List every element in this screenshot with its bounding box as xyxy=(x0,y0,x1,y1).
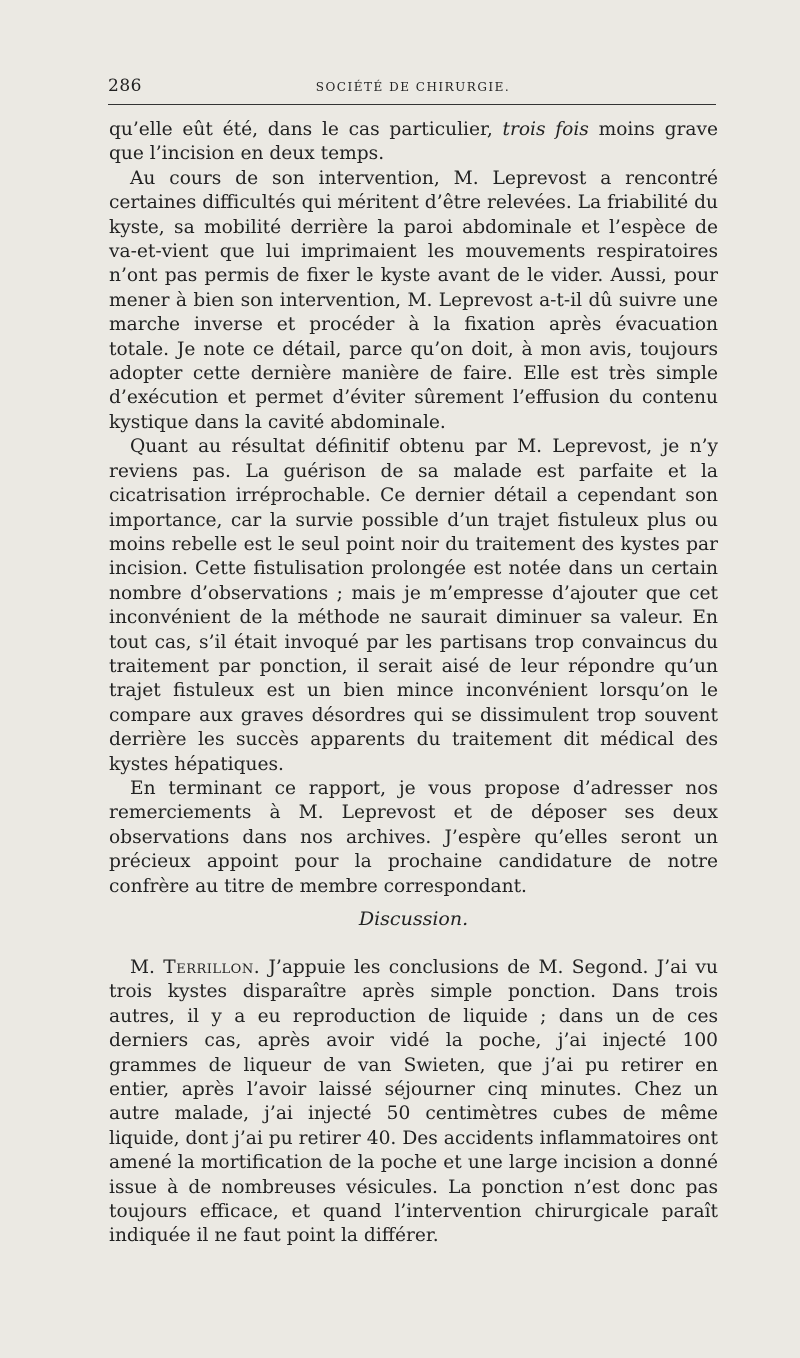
page-number: 286 xyxy=(108,76,142,96)
page-header xyxy=(108,72,718,100)
discussion-body xyxy=(109,956,718,1249)
paragraph: Au cours de son intervention, M. Leprevost a rencontré certaines difficultés qui méritent d’être relevées. La friabilité du kyste, sa mobilité derrière la paroi abdominale et l’espèce de va-et-vient que lui imprimaient les mouvements respiratoires n’ont pas permis de fixer le kyste avant de le vider. Aussi, pour mener à bien son intervention, M. Leprevost a-t-il dû suivre une marche inverse et procéder à la fixation après évacuation totale. Je note ce détail, parce qu’on doit, à mon avis, toujours adopter cette dernière manière de faire. Elle est très simple d’exécution et permet d’éviter sûrement l’effusion du contenu kystique dans la cavité abdominale. xyxy=(109,167,718,433)
paragraph: Quant au résultat définitif obtenu par M. Leprevost, je n’y reviens pas. La guérison de sa malade est parfaite et la cicatrisation irréprochable. Ce dernier détail a cependant son importance, car la survie possible d’un trajet fistuleux plus ou moins rebelle est le seul point noir du traitement des kystes par incision. Cette fistulisation prolongée est notée dans un certain nombre d’observations ; mais je m’empresse d’ajouter que cet inconvénient de la méthode ne saurait diminuer sa valeur. En tout cas, s’il était invoqué par les partisans trop convaincus du traitement par ponction, il serait aisé de leur répondre qu’un trajet fistuleux est un bien mince inconvénient lorsqu’on le compare aux graves désordres qui se dissimulent trop souvent derrière les succès apparents du traitement dit médical des kystes hépatiques. xyxy=(109,436,718,775)
paragraph-text: J’appuie les conclusions de M. Segond. J’ai vu trois kystes disparaître après simple ponction. Dans trois autres, il y a eu reproduction de liquide ; dans un de ces derniers cas, après avoir vidé la poche, j’ai injecté 100 grammes de liqueur de van Swieten, que j’ai pu retirer en entier, après l’avoir laissé séjourner cinq minutes. Chez un autre malade, j’ai injecté 50 centimètres cubes de même liquide, dont j’ai pu retirer 40. Des accidents inflammatoires ont amené la mortification de la poche et une large incision a donné issue à de nombreuses vésicules. La ponction n’est donc pas toujours efficace, et quand l’intervention chirurgicale paraît indiquée il ne faut point la différer. xyxy=(109,957,718,1247)
header-rule xyxy=(108,104,716,105)
paragraph: En terminant ce rapport, je vous propose d’adresser nos remerciements à M. Leprevost et de déposer ses deux observations dans nos archives. J’espère qu’elles seront un précieux appoint pour la prochaine candidature de notre confrère au titre de membre correspondant. xyxy=(109,777,718,897)
paragraph-text: qu’elle eût été, dans le cas particulier, xyxy=(109,119,493,140)
report-body xyxy=(109,118,718,899)
paragraph-text: moins grave que l’incision en deux temps. xyxy=(109,119,718,165)
speaker-prefix: M. xyxy=(130,957,155,978)
paragraph-continued xyxy=(109,118,718,167)
emphasis: trois fois xyxy=(502,119,589,140)
section-title: Discussion. xyxy=(358,908,469,930)
running-head: SOCIÉTÉ DE CHIRURGIE. xyxy=(315,80,511,94)
speaker-name: Terrillon. xyxy=(163,957,261,978)
discussion-paragraph xyxy=(109,956,718,1249)
